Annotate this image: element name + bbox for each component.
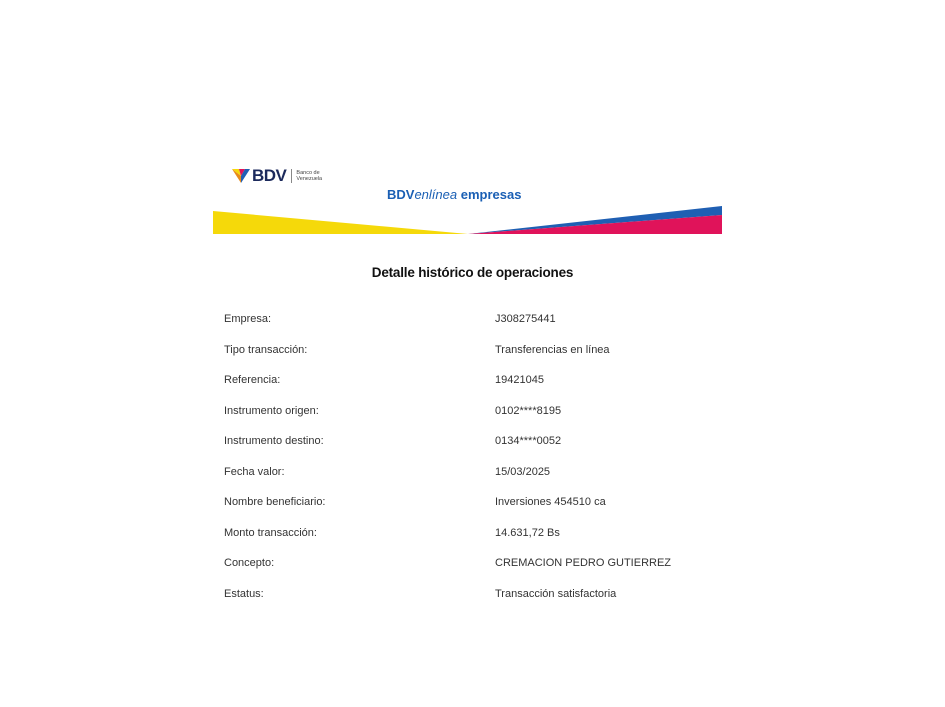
brand-title — [387, 187, 521, 202]
detail-value: 0134****0052 — [495, 435, 562, 447]
brand-enlinea: enlínea — [414, 187, 458, 202]
detail-label: Tipo transacción: — [224, 343, 308, 356]
bdv-heart-icon — [231, 167, 251, 185]
detail-label: Empresa: — [224, 313, 272, 325]
detail-row-referencia — [224, 367, 724, 398]
detail-label: Referencia: — [224, 374, 281, 386]
logo-separator — [291, 169, 292, 183]
detail-value: 14.631,72 Bs — [495, 526, 560, 539]
detail-label: Concepto: — [224, 557, 275, 569]
details-list — [224, 306, 724, 611]
bdv-logo — [231, 165, 336, 187]
detail-label: Nombre beneficiario: — [224, 496, 326, 508]
logo-text: BDV — [252, 166, 287, 185]
detail-label: Estatus: — [224, 587, 264, 600]
detail-value: Inversiones 454510 ca — [495, 496, 606, 508]
detail-value: 0102****8195 — [495, 404, 562, 417]
detail-row-instrumento-origen — [224, 398, 724, 429]
detail-value: 15/03/2025 — [495, 465, 551, 478]
detail-row-tipo-transaccion — [224, 337, 724, 368]
detail-value: Transferencias en línea — [495, 343, 610, 356]
brand-empresas: empresas — [460, 187, 522, 202]
detail-value: Transacción satisfactoria — [495, 587, 617, 600]
detail-row-nombre-beneficiario — [224, 489, 724, 520]
detail-label: Fecha valor: — [224, 465, 285, 478]
detail-label: Instrumento destino: — [224, 435, 324, 447]
detail-label: Instrumento origen: — [224, 404, 319, 417]
detail-value: J308275441 — [495, 313, 556, 325]
header-color-band — [213, 204, 722, 236]
brand-bdv: BDV — [387, 187, 415, 202]
detail-row-monto-transaccion — [224, 520, 724, 551]
detail-row-estatus — [224, 581, 724, 612]
detail-row-concepto — [224, 550, 724, 581]
logo-subtitle: Banco de Venezuela — [296, 170, 323, 182]
detail-row-instrumento-destino — [224, 428, 724, 459]
page-title: Detalle histórico de operaciones — [371, 265, 574, 280]
detail-label: Monto transacción: — [224, 526, 317, 539]
detail-row-fecha-valor — [224, 459, 724, 490]
detail-row-empresa — [224, 306, 724, 337]
document-header — [213, 160, 722, 240]
detail-value: CREMACION PEDRO GUTIERREZ — [495, 557, 672, 569]
detail-value: 19421045 — [495, 374, 544, 386]
